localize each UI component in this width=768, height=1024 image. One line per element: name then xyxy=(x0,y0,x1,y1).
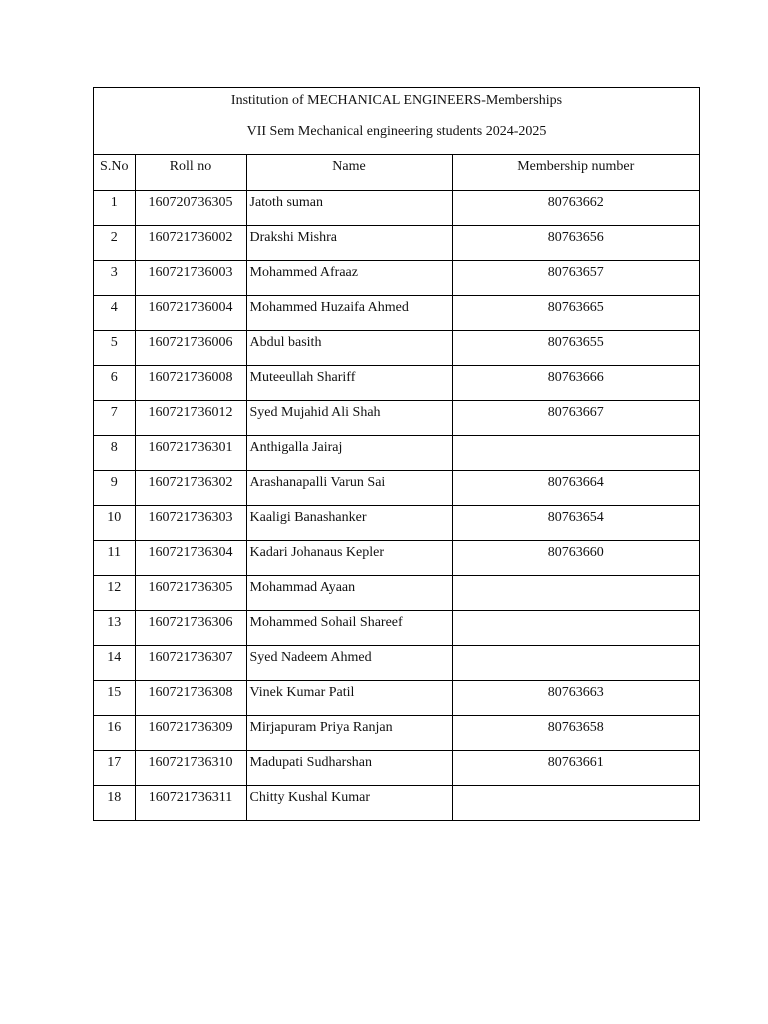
table-row xyxy=(94,645,699,680)
table-header-row xyxy=(94,155,699,190)
cell-sno: 12 xyxy=(94,575,135,610)
cell-name: Mohammad Ayaan xyxy=(246,575,452,610)
cell-membership-number: 80763654 xyxy=(452,505,699,540)
cell-name: Mohammed Sohail Shareef xyxy=(246,610,452,645)
cell-membership-number: 80763666 xyxy=(452,365,699,400)
cell-membership-number xyxy=(452,785,699,820)
table-row xyxy=(94,715,699,750)
cell-roll-no: 160721736311 xyxy=(135,785,246,820)
table-row xyxy=(94,330,699,365)
cell-membership-number: 80763660 xyxy=(452,540,699,575)
cell-membership-number: 80763658 xyxy=(452,715,699,750)
cell-membership-number xyxy=(452,645,699,680)
document-title: Institution of MECHANICAL ENGINEERS-Memberships xyxy=(230,93,563,108)
cell-roll-no: 160721736306 xyxy=(135,610,246,645)
cell-sno: 8 xyxy=(94,435,135,470)
cell-roll-no: 160721736012 xyxy=(135,400,246,435)
table-row xyxy=(94,750,699,785)
table-row xyxy=(94,470,699,505)
cell-membership-number: 80763664 xyxy=(452,470,699,505)
cell-sno: 16 xyxy=(94,715,135,750)
cell-name: Mirjapuram Priya Ranjan xyxy=(246,715,452,750)
cell-name: Vinek Kumar Patil xyxy=(246,680,452,715)
cell-sno: 2 xyxy=(94,225,135,260)
cell-roll-no: 160721736307 xyxy=(135,645,246,680)
title-block xyxy=(94,88,699,155)
cell-roll-no: 160721736302 xyxy=(135,470,246,505)
header-roll-no: Roll no xyxy=(135,155,246,190)
cell-roll-no: 160721736308 xyxy=(135,680,246,715)
cell-name: Kaaligi Banashanker xyxy=(246,505,452,540)
cell-sno: 4 xyxy=(94,295,135,330)
cell-membership-number: 80763661 xyxy=(452,750,699,785)
cell-name: Madupati Sudharshan xyxy=(246,750,452,785)
document-subtitle: VII Sem Mechanical engineering students 2024-2025 xyxy=(246,124,547,139)
cell-sno: 11 xyxy=(94,540,135,575)
table-row xyxy=(94,540,699,575)
header-sno: S.No xyxy=(94,155,135,190)
cell-membership-number xyxy=(452,610,699,645)
cell-sno: 9 xyxy=(94,470,135,505)
cell-name: Kadari Johanaus Kepler xyxy=(246,540,452,575)
table-row xyxy=(94,295,699,330)
table-row xyxy=(94,435,699,470)
cell-name: Syed Nadeem Ahmed xyxy=(246,645,452,680)
membership-sheet xyxy=(93,87,700,821)
cell-sno: 10 xyxy=(94,505,135,540)
cell-name: Muteeullah Shariff xyxy=(246,365,452,400)
table-row xyxy=(94,505,699,540)
cell-name: Drakshi Mishra xyxy=(246,225,452,260)
cell-membership-number xyxy=(452,435,699,470)
cell-name: Mohammed Afraaz xyxy=(246,260,452,295)
cell-roll-no: 160721736310 xyxy=(135,750,246,785)
cell-name: Arashanapalli Varun Sai xyxy=(246,470,452,505)
cell-name: Chitty Kushal Kumar xyxy=(246,785,452,820)
membership-table xyxy=(94,155,699,820)
cell-roll-no: 160721736008 xyxy=(135,365,246,400)
cell-sno: 3 xyxy=(94,260,135,295)
cell-sno: 5 xyxy=(94,330,135,365)
cell-membership-number xyxy=(452,575,699,610)
cell-roll-no: 160721736301 xyxy=(135,435,246,470)
cell-sno: 13 xyxy=(94,610,135,645)
cell-name: Jatoth suman xyxy=(246,190,452,225)
cell-name: Syed Mujahid Ali Shah xyxy=(246,400,452,435)
header-name: Name xyxy=(246,155,452,190)
cell-membership-number: 80763667 xyxy=(452,400,699,435)
cell-sno: 7 xyxy=(94,400,135,435)
table-row xyxy=(94,575,699,610)
table-row xyxy=(94,225,699,260)
cell-roll-no: 160721736002 xyxy=(135,225,246,260)
cell-membership-number: 80763656 xyxy=(452,225,699,260)
cell-membership-number: 80763657 xyxy=(452,260,699,295)
table-row xyxy=(94,365,699,400)
cell-roll-no: 160721736304 xyxy=(135,540,246,575)
cell-membership-number: 80763665 xyxy=(452,295,699,330)
table-row xyxy=(94,190,699,225)
cell-roll-no: 160721736303 xyxy=(135,505,246,540)
cell-name: Abdul basith xyxy=(246,330,452,365)
table-body xyxy=(94,190,699,820)
table-row xyxy=(94,785,699,820)
table-row xyxy=(94,610,699,645)
cell-name: Anthigalla Jairaj xyxy=(246,435,452,470)
cell-roll-no: 160720736305 xyxy=(135,190,246,225)
table-row xyxy=(94,400,699,435)
table-row xyxy=(94,260,699,295)
header-membership-number: Membership number xyxy=(452,155,699,190)
cell-sno: 6 xyxy=(94,365,135,400)
cell-sno: 15 xyxy=(94,680,135,715)
cell-roll-no: 160721736004 xyxy=(135,295,246,330)
cell-roll-no: 160721736309 xyxy=(135,715,246,750)
cell-sno: 17 xyxy=(94,750,135,785)
cell-roll-no: 160721736006 xyxy=(135,330,246,365)
cell-roll-no: 160721736003 xyxy=(135,260,246,295)
cell-membership-number: 80763655 xyxy=(452,330,699,365)
cell-sno: 1 xyxy=(94,190,135,225)
cell-sno: 14 xyxy=(94,645,135,680)
cell-membership-number: 80763662 xyxy=(452,190,699,225)
cell-membership-number: 80763663 xyxy=(452,680,699,715)
cell-name: Mohammed Huzaifa Ahmed xyxy=(246,295,452,330)
cell-sno: 18 xyxy=(94,785,135,820)
cell-roll-no: 160721736305 xyxy=(135,575,246,610)
table-row xyxy=(94,680,699,715)
